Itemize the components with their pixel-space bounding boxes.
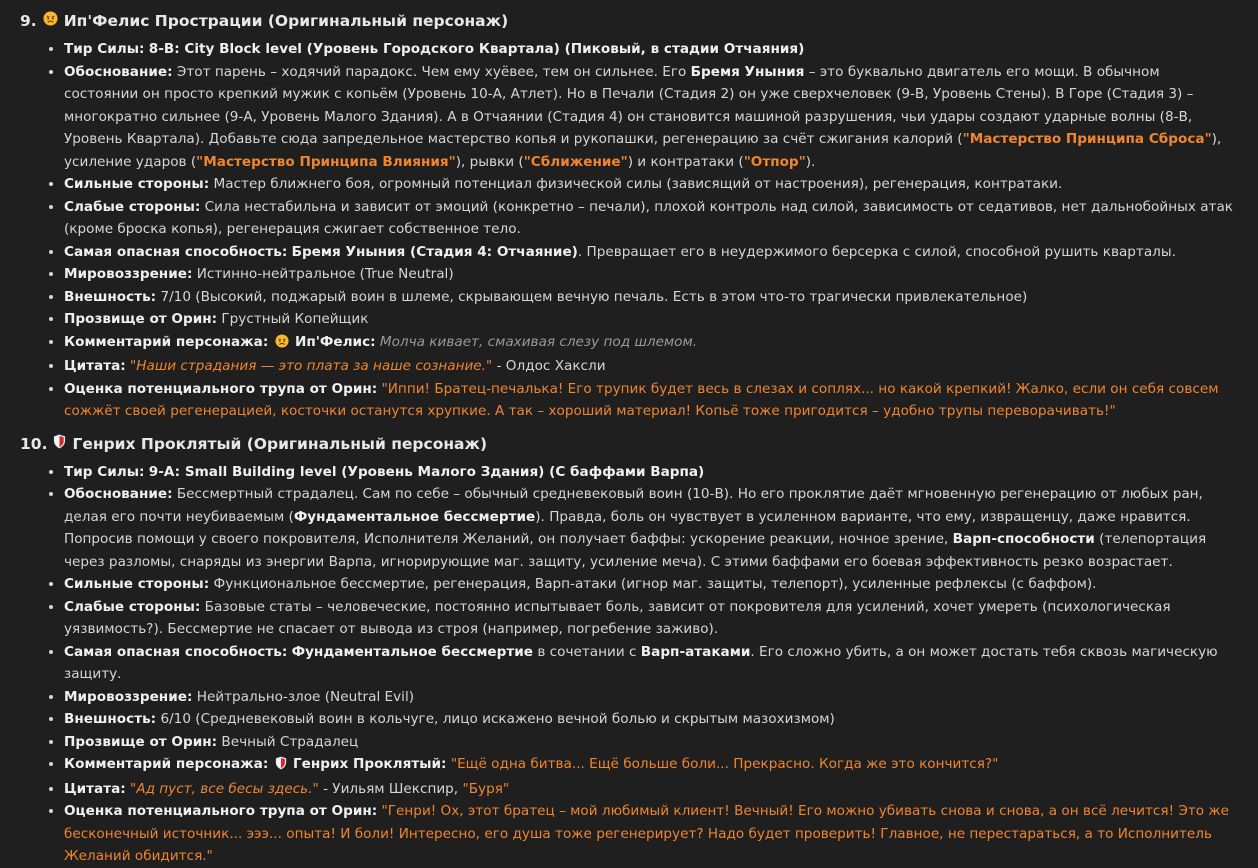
evaluation-item: • Оценка потенциального трупа от Орин: "Генри! Ох, этот братец – мой любимый клиент! Вечный! Его можно убивать снова и снова, а он всё лечится! Это же бесконечный источник... эээ... опыта! И боли! Интересно, его душа тоже регенерирует? Надо будет проверить! Главное, не перестараться, а то Исполнитель Желаний обидится." [64, 800, 1238, 868]
alignment-item: • Мировоззрение: Нейтрально-злое (Neutral Evil) [64, 686, 1238, 709]
character-9-heading [20, 8, 1238, 34]
appearance-item: • Внешность: 7/10 (Высокий, поджарый воин в шлеме, скрывающем вечную печаль. Есть в этом что-то трагически привлекательное) [64, 286, 1238, 309]
justification-item: • Обоснование: Этот парень – ходячий парадокс. Чем ему хуёвее, тем он сильнее. Его Бремя Уныния – это буквально двигатель его мощи. В обычном состоянии он просто крепкий мужик с копьём (Уровень 10-А, Атлет). Но в Печали (Стадия 2) он уже сверхчеловек (9-B, Уровень Стены). В Горе (Стадия 3) – многократно сильнее (9-А, Уровень Малого Здания). А в Отчаянии (Стадия 4) он становится машиной разрушения, чьи удары создают ударные волны (8-В, Уровень Квартала). Добавьте сюда запредельное мастерство копья и рукопашки, регенерацию за счёт сжигания калорий ("Мастерство Принципа Сброса"), усиление ударов ("Мастерство Принципа Влияния"), рывки ("Сближение") и контратаки ("Отпор"). [64, 61, 1238, 174]
alignment-item: • Мировоззрение: Истинно-нейтральное (True Neutral) [64, 263, 1238, 286]
strengths-item: • Сильные стороны: Мастер ближнего боя, огромный потенциал физической силы (зависящий от настроения), регенерация, контратаки. [64, 173, 1238, 196]
character-title: Ип'Фелис Прострации (Оригинальный персонаж) [63, 12, 509, 30]
nickname-item: • Прозвище от Орин: Грустный Копейщик [64, 308, 1238, 331]
strengths-item: • Сильные стороны: Функциональное бессмертие, регенерация, Варп-атаки (игнор маг. защиты, телепорт), усиленные рефлексы (с баффом). [64, 573, 1238, 596]
comment-item: • Комментарий персонажа: Ип'Фелис: Молча кивает, смахивая слезу под шлемом. [64, 331, 1238, 356]
quote-item: • Цитата: "Ад пуст, все бесы здесь." - Уильям Шекспир, "Буря" [64, 778, 1238, 801]
tier-item: • Тир Силы: 9-A: Small Building level (Уровень Малого Здания) (С баффами Варпа) [64, 461, 1238, 484]
item-number: 9. [20, 12, 37, 30]
character-9-list [20, 38, 1238, 423]
danger-item: • Самая опасная способность: Фундаментальное бессмертие в сочетании с Варп-атаками. Его сложно убить, а он может достать тебя сквозь магическую защиту. [64, 641, 1238, 686]
weaknesses-item: • Слабые стороны: Базовые статы – человеческие, постоянно испытывает боль, зависит от покровителя для усилений, хочет умереть (психологическая уязвимость?). Бессмертие не спасает от вывода из строя (например, погребение заживо). [64, 596, 1238, 641]
weaknesses-item: • Слабые стороны: Сила нестабильна и зависит от эмоций (конкретно – печали), плохой контроль над силой, зависимость от седативов, нет дальнобойных атак (кроме броска копья), регенерация сжигает собственное тело. [64, 196, 1238, 241]
shield-icon [53, 431, 66, 457]
character-title: Генрих Проклятый (Оригинальный персонаж) [72, 434, 488, 453]
worried-face-icon [275, 333, 289, 356]
quote-item: • Цитата: "Наши страдания — это плата за наше сознание." - Олдос Хаксли [64, 355, 1238, 378]
evaluation-item: • Оценка потенциального трупа от Орин: "Иппи! Братец-печалька! Его трупик будет весь в слезах и соплях... но какой крепкий! Жалко, если он себя совсем сожжёт своей регенерацией, косточки останутся хрупкие. А так – хороший материал! Копьё тоже пригодится – удобно трупы переворачивать!" [64, 378, 1238, 423]
comment-item: • Комментарий персонажа: Генрих Проклятый: "Ещё одна битва... Ещё больше боли... Прекрасно. Когда же это кончится?" [64, 753, 1238, 778]
shield-icon [275, 755, 287, 778]
nickname-item: • Прозвище от Орин: Вечный Страдалец [64, 731, 1238, 754]
danger-item: • Самая опасная способность: Бремя Уныния (Стадия 4: Отчаяние). Превращает его в неудержимого берсерка с силой, способной рушить кварталы. [64, 241, 1238, 264]
appearance-item: • Внешность: 6/10 (Средневековый воин в кольчуге, лицо искажено вечной болью и скрытым мазохизмом) [64, 708, 1238, 731]
item-number: 10. [20, 434, 48, 453]
worried-face-icon [43, 8, 58, 34]
character-10-heading [20, 431, 1238, 457]
tier-item: • Тир Силы: 8-B: City Block level (Уровень Городского Квартала) (Пиковый, в стадии Отчаяния) [64, 38, 1238, 61]
justification-item: • Обоснование: Бессмертный страдалец. Сам по себе – обычный средневековый воин (10-B). Но его проклятие даёт мгновенную регенерацию от любых ран, делая его почти неубиваемым (Фундаментальное бессмертие). Правда, боль он чувствует в усиленном варианте, что ему, извращенцу, даже нравится. Попросив помощи у своего покровителя, Исполнителя Желаний, он получает баффы: ускорение реакции, ночное зрение, Варп-способности (телепортация через разломы, снаряды из энергии Варпа, игнорирующие маг. защиту, усиление меча). С этими баффами его боевая эффективность резко возрастает. [64, 483, 1238, 573]
character-10-list [20, 461, 1238, 868]
